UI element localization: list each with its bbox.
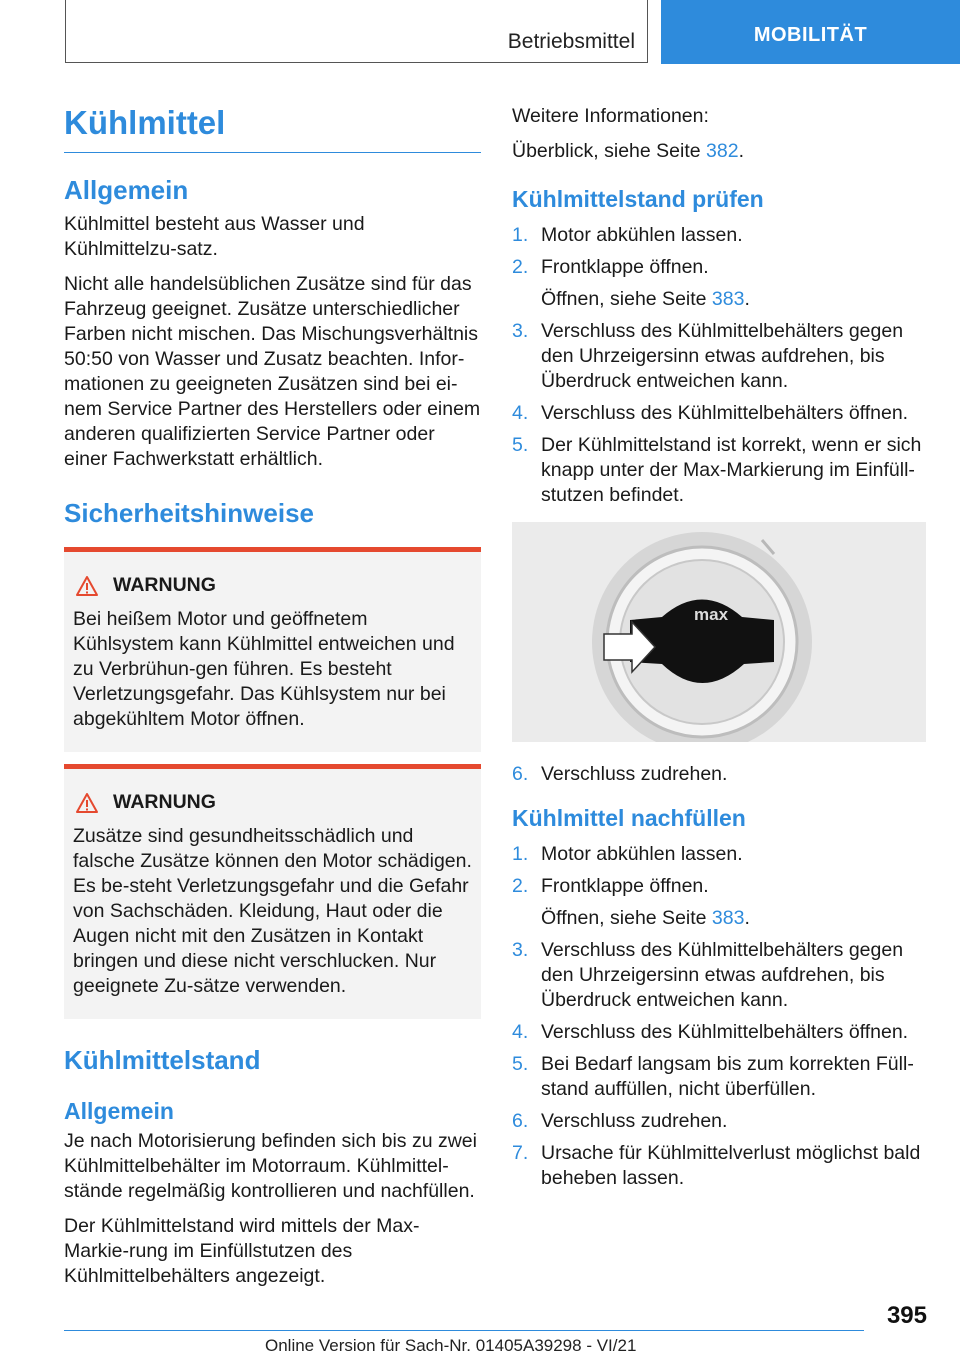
heading-safety: Sicherheitshinweise <box>64 498 314 528</box>
step-text: Verschluss des Kühlmittelbehälters öffnen. <box>541 402 909 424</box>
step-text: Verschluss zudrehen. <box>541 763 728 785</box>
step-number: 7. <box>512 1142 529 1164</box>
step-text: Der Kühlmittelstand ist korrekt, wenn er sich knapp unter der Max-Markierung im Einfüll-stutzen befindet. <box>541 434 922 506</box>
list-item <box>512 433 924 508</box>
page-link[interactable]: 383 <box>711 907 745 929</box>
step-text: Ursache für Kühlmittelverlust möglichst bald beheben lassen. <box>541 1142 921 1189</box>
check-steps-list-continued <box>512 762 924 787</box>
overview-page-link[interactable]: 382 <box>706 140 739 162</box>
list-item <box>512 1052 924 1102</box>
reference-suffix: . <box>744 907 750 929</box>
warning-label-2: WARNUNG <box>113 791 216 813</box>
page-number: 395 <box>886 1302 927 1329</box>
step-text: Motor abkühlen lassen. <box>541 843 743 865</box>
step-number: 2. <box>512 875 529 897</box>
warning-triangle-icon <box>75 792 99 814</box>
right-column <box>512 100 924 1198</box>
left-column <box>64 100 481 1299</box>
step-text: Frontklappe öffnen. <box>541 256 709 278</box>
heading-allgemein: Allgemein <box>64 175 189 205</box>
warning-triangle-icon <box>75 575 99 597</box>
step-number: 1. <box>512 224 529 246</box>
refill-steps-list <box>512 842 924 1191</box>
list-item <box>512 319 924 394</box>
warning-label-1: WARNUNG <box>113 574 216 596</box>
heading-level-allgemein: Allgemein <box>64 1098 174 1124</box>
reference-suffix: . <box>744 288 750 310</box>
footer-divider <box>64 1330 864 1331</box>
reference-prefix: Öffnen, siehe Seite <box>541 907 712 929</box>
warning-text-2: Zusätze sind gesundheitsschädlich und falsche Zusätze können den Motor schädigen. Es be-steht Verletzungsgefahr und die Gefahr von Sachschäden. Kleidung, Haut oder die Augen nicht mit den Zusätzen in Kontakt bringen und diese nicht verschlucken. Nur geeignete Zu-sätze verwenden. <box>73 825 472 997</box>
coolant-cap-image <box>512 522 926 742</box>
warning-text-1: Bei heißem Motor und geöffnetem Kühlsystem kann Kühlmittel entweichen und zu Verbrühun-gen führen. Es besteht Verletzungsgefahr. Das Kühlsystem nur bei abgekühltem Motor öffnen. <box>73 608 455 730</box>
header-chapter-tab[interactable]: MOBILITÄT <box>661 0 960 64</box>
warning-box-2 <box>64 764 481 1019</box>
page-title: Kühlmittel <box>64 100 481 153</box>
list-item <box>512 1020 924 1045</box>
step-reference <box>541 906 924 931</box>
step-number: 6. <box>512 1110 529 1132</box>
overview-prefix: Überblick, siehe Seite <box>512 140 707 162</box>
step-text: Motor abkühlen lassen. <box>541 224 743 246</box>
list-item <box>512 842 924 867</box>
overview-suffix: . <box>738 140 744 162</box>
list-item <box>512 255 924 312</box>
step-text: Frontklappe öffnen. <box>541 875 709 897</box>
step-text: Verschluss zudrehen. <box>541 1110 728 1132</box>
level-paragraph-2: Der Kühlmittelstand wird mittels der Max-Markie-rung im Einfüllstutzen des Kühlmittelbehälters angezeigt. <box>64 1215 420 1287</box>
step-number: 5. <box>512 1053 529 1075</box>
check-steps-list <box>512 223 924 508</box>
header-section-box <box>65 0 648 63</box>
list-item <box>512 1141 924 1191</box>
warning-title-2 <box>73 791 472 814</box>
step-number: 3. <box>512 939 529 961</box>
allgemein-paragraph-2: Nicht alle handelsüblichen Zusätze sind für das Fahrzeug geeignet. Zusätze unterschiedlicher Farben nicht mischen. Das Mischungsverhältnis 50:50 von Wasser und Zusatz beachten. Infor-mationen zu geeigneten Zusätzen sind bei ei-nem Service Partner des Herstellers oder einem anderen qualifizierten Service Partner oder einer Fachwerkstatt erhältlich. <box>64 273 481 470</box>
page-link[interactable]: 383 <box>711 288 745 310</box>
step-number: 6. <box>512 763 529 785</box>
step-number: 4. <box>512 402 529 424</box>
step-reference <box>541 287 924 312</box>
warning-title-1 <box>73 574 472 597</box>
coolant-cap-figure <box>512 522 926 742</box>
step-text: Verschluss des Kühlmittelbehälters öffnen. <box>541 1021 909 1043</box>
list-item <box>512 223 924 248</box>
step-text: Verschluss des Kühlmittelbehälters gegen den Uhrzeigersinn etwas aufdrehen, bis Überdruck entweichen kann. <box>541 939 904 1011</box>
step-number: 4. <box>512 1021 529 1043</box>
more-info-label: Weitere Informationen: <box>512 105 709 127</box>
overview-reference <box>512 139 924 164</box>
step-number: 3. <box>512 320 529 342</box>
warning-box-1 <box>64 547 481 752</box>
list-item <box>512 1109 924 1134</box>
step-number: 2. <box>512 256 529 278</box>
heading-check: Kühlmittelstand prüfen <box>512 186 764 212</box>
list-item <box>512 762 924 787</box>
step-number: 5. <box>512 434 529 456</box>
list-item <box>512 874 924 931</box>
level-paragraph-1: Je nach Motorisierung befinden sich bis zu zwei Kühlmittelbehälter im Motorraum. Kühlmittel-stände regelmäßig kontrollieren und nachfüllen. <box>64 1130 477 1202</box>
header-section-title: Betriebsmittel <box>507 30 635 53</box>
heading-kuehlmittelstand: Kühlmittelstand <box>64 1045 261 1075</box>
step-number: 1. <box>512 843 529 865</box>
heading-refill: Kühlmittel nachfüllen <box>512 805 746 831</box>
step-text: Verschluss des Kühlmittelbehälters gegen den Uhrzeigersinn etwas aufdrehen, bis Überdruck entweichen kann. <box>541 320 904 392</box>
max-label: max <box>694 605 729 624</box>
footer-version-text: Online Version für Sach-Nr. 01405A39298 - VI/21 <box>265 1336 637 1355</box>
list-item <box>512 938 924 1013</box>
step-text: Bei Bedarf langsam bis zum korrekten Füll-stand auffüllen, nicht überfüllen. <box>541 1053 914 1100</box>
reference-prefix: Öffnen, siehe Seite <box>541 288 712 310</box>
list-item <box>512 401 924 426</box>
allgemein-paragraph-1: Kühlmittel besteht aus Wasser und Kühlmittelzu-satz. <box>64 213 365 260</box>
